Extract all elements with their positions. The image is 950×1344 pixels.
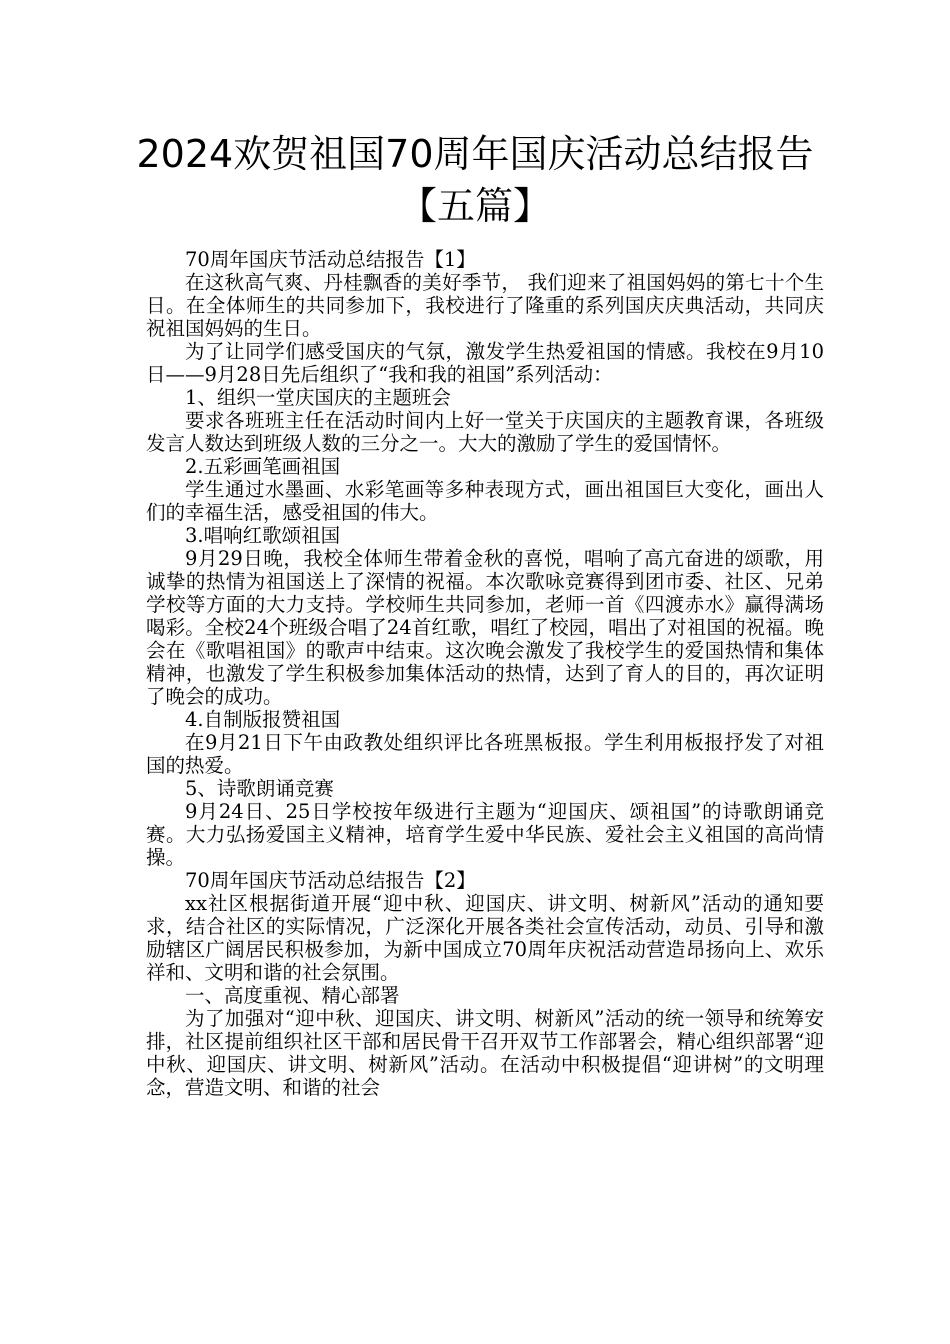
list-heading: 5、诗歌朗诵竞赛 <box>185 777 334 800</box>
paragraph: 在9月21日下午由政教处组织评比各班黑板报。学生利用板报抒发了对祖国的热爱。 <box>146 731 824 777</box>
list-heading: 2.五彩画笔画祖国 <box>185 455 341 478</box>
list-heading: 4.自制版报赞祖国 <box>185 708 341 731</box>
section-heading-1: 70周年国庆节活动总结报告【1】 <box>185 248 476 271</box>
paragraph: 9月29日晚，我校全体师生带着金秋的喜悦，唱响了高亢奋进的颂歌，用诚挚的热情为祖国送上了深情的祝福。本次歌咏竞赛得到团市委、社区、兄弟学校等方面的大力支持。学校师生共同参加，老师一首《四渡赤水》赢得满场喝彩。全校24个班级合唱了24首红歌，唱红了校园，唱出了对祖国的祝福。晚会在《歌唱祖国》的歌声中结束。这次晚会激发了我校学生的爱国热情和集体精神，也激发了学生积极参加集体活动的热情，达到了育人的目的，再次证明了晚会的成功。 <box>146 547 824 708</box>
section-heading-2: 70周年国庆节活动总结报告【2】 <box>185 869 476 892</box>
paragraph: 为了加强对“迎中秋、迎国庆、讲文明、树新风”活动的统一领导和统筹安排，社区提前组织社区干部和居民骨干召开双节工作部署会，精心组织部署“迎中秋、迎国庆、讲文明、树新风”活动。在活动中积极提倡“迎讲树”的文明理念，营造文明、和谐的社会 <box>146 1007 824 1099</box>
paragraph: 为了让同学们感受国庆的气氛，激发学生热爱祖国的情感。我校在9月10日——9月28日先后组织了“我和我的祖国”系列活动： <box>146 340 824 386</box>
document-body <box>146 248 824 1099</box>
list-heading: 3.唱响红歌颂祖国 <box>185 524 341 547</box>
paragraph: 9月24日、25日学校按年级进行主题为“迎国庆、颂祖国”的诗歌朗诵竞赛。大力弘扬爱国主义精神，培育学生爱中华民族、爱社会主义祖国的高尚情操。 <box>146 800 824 869</box>
paragraph: 要求各班班主任在活动时间内上好一堂关于庆国庆的主题教育课，各班级发言人数达到班级人数的三分之一。大大的激励了学生的爱国情怀。 <box>146 409 824 455</box>
paragraph: xx社区根据街道开展“迎中秋、迎国庆、讲文明、树新风”活动的通知要求，结合社区的实际情况，广泛深化开展各类社会宣传活动，动员、引导和激励辖区广阔居民积极参加，为新中国成立70周年庆祝活动营造昂扬向上、欢乐祥和、文明和谐的社会氛围。 <box>146 892 824 984</box>
paragraph: 在这秋高气爽、丹桂飘香的美好季节， 我们迎来了祖国妈妈的第七十个生日。在全体师生的共同参加下，我校进行了隆重的系列国庆庆典活动，共同庆祝祖国妈妈的生日。 <box>146 271 824 340</box>
paragraph: 学生通过水墨画、水彩笔画等多种表现方式，画出祖国巨大变化，画出人们的幸福生活，感受祖国的伟大。 <box>146 478 824 524</box>
list-heading: 一、高度重视、精心部署 <box>185 984 400 1007</box>
list-heading: 1、组织一堂庆国庆的主题班会 <box>185 386 451 409</box>
document-title: 2024欢贺祖国70周年国庆活动总结报告【五篇】 <box>136 132 814 228</box>
